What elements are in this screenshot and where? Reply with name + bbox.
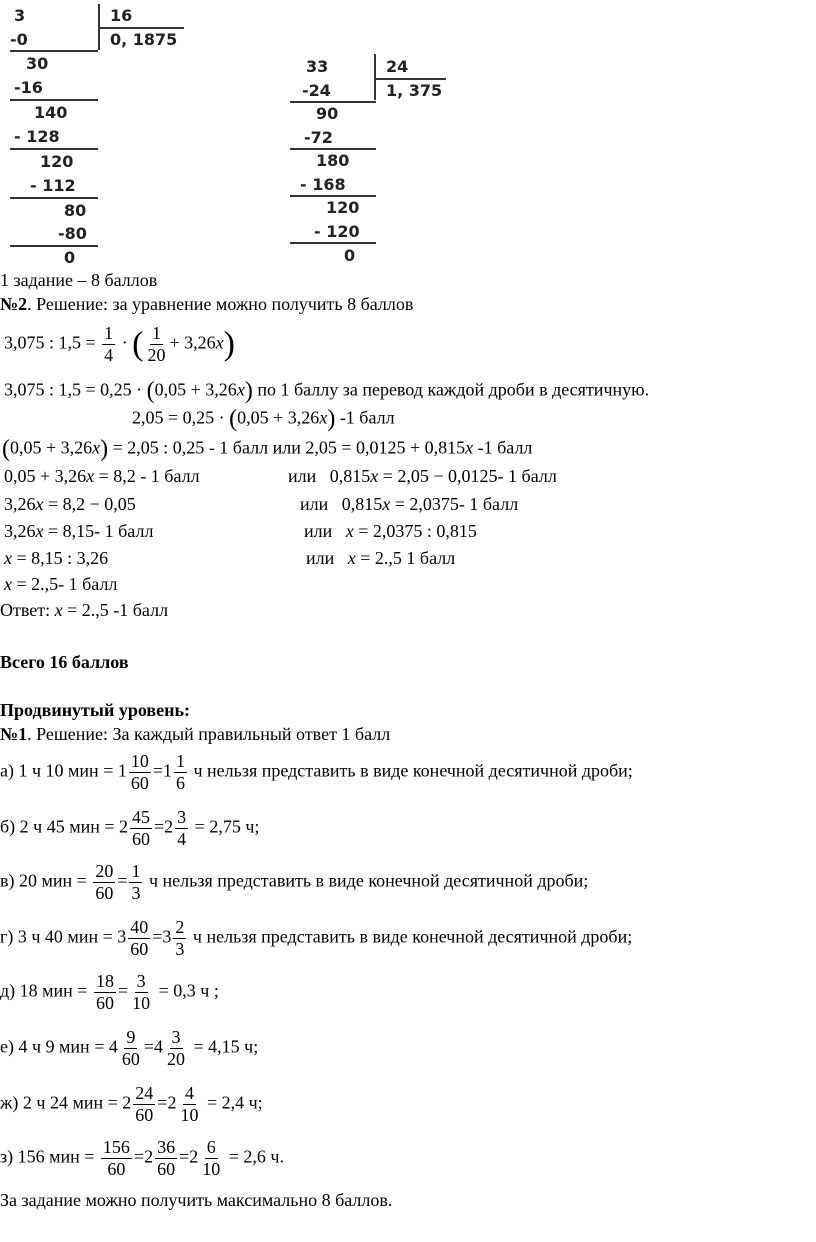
equation-2: 3,075 : 1,5 = 0,25 · (0,05 + 3,26x) по 1 баллу за перевод каждой дроби в десятичную. xyxy=(4,378,650,404)
quotient: 0, 1875 xyxy=(110,30,178,49)
task-intro: . Решение: за уравнение можно получить 8 баллов xyxy=(27,294,414,314)
max-score: За задание можно получить максимально 8 баллов. xyxy=(0,1190,393,1210)
task2-heading xyxy=(0,294,413,315)
answer-g: г) 3 ч 40 мин = 3 $\frac{40}{60}$ =3 $\frac{2}{3}$ ч нельзя представить в виде конечной десятичной дроби; xyxy=(0,917,633,959)
step: 120 xyxy=(40,152,74,171)
equation-6: 3,26x = 8,2 − 0,05 xyxy=(4,494,136,514)
advanced-heading: №1. Решение: За каждый правильный ответ 1 балл xyxy=(0,724,391,744)
answer-e: е) 4 ч 9 мин = 4 $\frac{9}{60}$ =4 $\frac{3}{20}$ = 4,15 ч; xyxy=(0,1027,259,1069)
step: - 120 xyxy=(314,222,360,241)
dividend: 3 xyxy=(14,6,26,25)
eq-dot: · xyxy=(121,332,128,353)
task1-score: 1 задание – 8 баллов xyxy=(0,270,158,290)
answer-b: б) 2 ч 45 мин = 2 $\frac{45}{60}$ =2 $\frac{3}{4}$ = 2,75 ч; xyxy=(0,807,260,849)
answer: Ответ: x = 2.,5 -1 балл xyxy=(0,600,169,620)
step-line xyxy=(10,197,98,199)
divisor: 16 xyxy=(110,6,133,25)
equation-7-alt: или x = 2,0375 : 0,815 xyxy=(304,521,477,541)
equation-7: 3,26x = 8,15- 1 балл xyxy=(4,521,154,541)
fraction: $\frac{1}{20}$ xyxy=(147,323,166,365)
divisor-line xyxy=(374,78,446,80)
step-line xyxy=(10,99,98,101)
eq-tail: + 3,26 xyxy=(169,332,216,353)
answer-a: а) 1 ч 10 мин = 1 $\frac{10}{60}$ =1 $\frac{1}{6}$ ч нельзя представить в виде конечной десятичной дроби; xyxy=(0,751,633,793)
step: -0 xyxy=(10,30,28,49)
step: -24 xyxy=(302,81,331,100)
step: -16 xyxy=(14,78,43,97)
step: 0 xyxy=(344,246,356,265)
answer-z: з) 156 мин = $\frac{156}{60}$ =2 $\frac{36}{60}$ =2 $\frac{6}{10}$ = 2,6 ч. xyxy=(0,1137,284,1179)
eq-lhs: 3,075 : 1,5 = xyxy=(4,332,96,353)
step-line xyxy=(290,242,376,244)
equation-6-alt: или 0,815x = 2,0375- 1 балл xyxy=(300,494,519,514)
task-number: №2 xyxy=(0,294,28,314)
step: 80 xyxy=(64,201,87,220)
step-line xyxy=(290,148,376,150)
step-line xyxy=(10,148,98,150)
step: -80 xyxy=(58,224,87,243)
divisor: 24 xyxy=(386,57,409,76)
division-bar xyxy=(374,54,376,100)
step: 120 xyxy=(326,198,360,217)
step: 90 xyxy=(316,104,339,123)
step: 140 xyxy=(34,103,68,122)
quotient: 1, 375 xyxy=(386,81,443,100)
equation-1: 3,075 : 1,5 = $\frac{1}{4}$ · ( $\frac{1}{20}$ + 3,26x) xyxy=(4,323,235,365)
step: - 112 xyxy=(30,176,76,195)
step-line xyxy=(290,195,376,197)
step: 180 xyxy=(316,151,350,170)
divisor-line xyxy=(98,27,184,29)
equation-3: 2,05 = 0,25 · (0,05 + 3,26x) -1 балл xyxy=(132,406,395,432)
equation-8-alt: или x = 2.,5 1 балл xyxy=(306,548,456,568)
equation-8: x = 8,15 : 3,26 xyxy=(4,548,109,568)
equation-9: x = 2.,5- 1 балл xyxy=(4,574,118,594)
equation-5-alt: или 0,815x = 2,05 − 0,0125- 1 балл xyxy=(288,466,557,486)
answer-v: в) 20 мин = $\frac{20}{60}$ = $\frac{1}{3}$ ч нельзя представить в виде конечной десятичной дроби; xyxy=(0,861,589,903)
total-score: Всего 16 баллов xyxy=(0,652,129,672)
step: - 168 xyxy=(300,175,346,194)
step-line xyxy=(10,245,98,247)
equation-4: (0,05 + 3,26x) = 2,05 : 0,25 - 1 балл или 2,05 = 0,0125 + 0,815x -1 балл xyxy=(2,436,533,462)
fraction: $\frac{1}{4}$ xyxy=(104,323,114,365)
step-line xyxy=(10,50,98,52)
step: 0 xyxy=(64,248,76,267)
dividend: 33 xyxy=(306,57,329,76)
answer-zh: ж) 2 ч 24 мин = 2 $\frac{24}{60}$ =2 $\frac{4}{10}$ = 2,4 ч; xyxy=(0,1083,263,1125)
step: -72 xyxy=(304,128,333,147)
scoring-note: по 1 баллу за перевод каждой дроби в десятичную. xyxy=(252,379,650,400)
step: 30 xyxy=(26,54,49,73)
step-line xyxy=(290,101,376,103)
equation-5: 0,05 + 3,26x = 8,2 - 1 балл xyxy=(4,466,200,486)
step: - 128 xyxy=(14,127,60,146)
answer-d: д) 18 мин = $\frac{18}{60}$ = $\frac{3}{10}$ = 0,3 ч ; xyxy=(0,971,219,1013)
advanced-title: Продвинутый уровень: xyxy=(0,700,190,720)
